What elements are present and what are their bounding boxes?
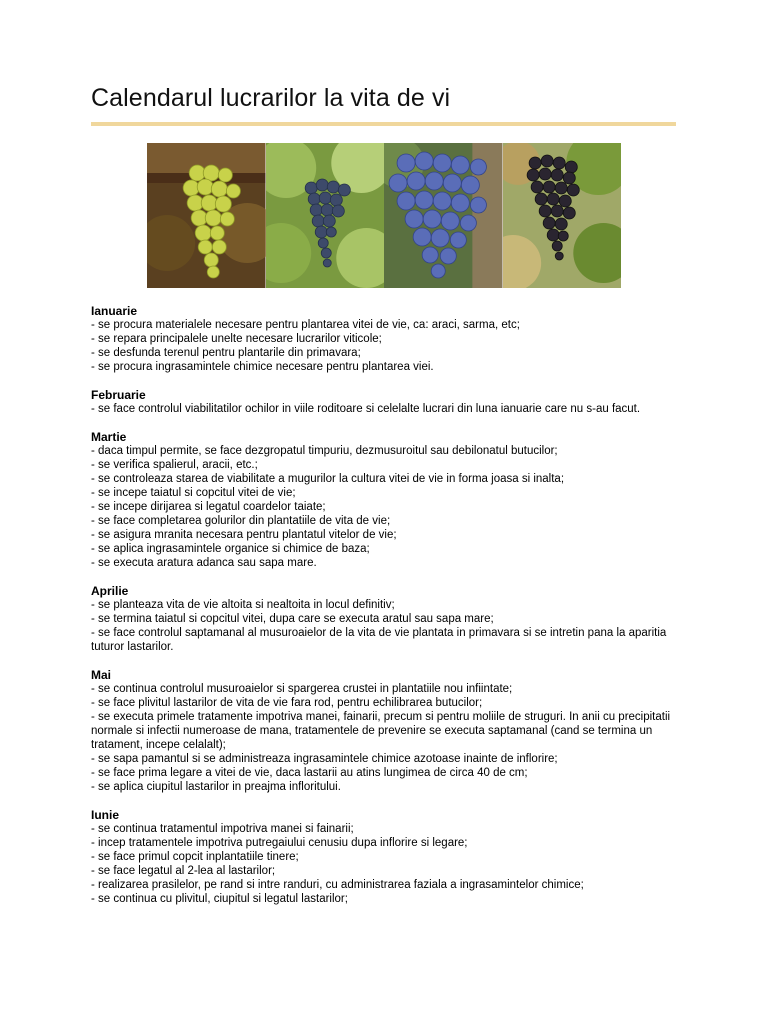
- month-heading: Iunie: [91, 808, 120, 822]
- task-item: - se aplica ciupitul lastarilor in preajma infloritului.: [91, 781, 341, 793]
- calendar-content: [91, 304, 681, 920]
- task-item: - se face primul copcit inplantatiile tinere;: [91, 851, 299, 863]
- task-item: - se procura materialele necesare pentru plantarea vitei de vie, ca: araci, sarma, etc;: [91, 319, 520, 331]
- month-heading: Ianuarie: [91, 304, 138, 318]
- task-item: - se controleaza starea de viabilitate a mugurilor la cultura vitei de vie in forma joasa si inalta;: [91, 473, 565, 485]
- task-item: - se verifica spalierul, aracii, etc.;: [91, 459, 258, 471]
- month-section: [91, 808, 681, 906]
- task-item: - se face completarea golurilor din plantatiile de vita de vie;: [91, 515, 391, 527]
- task-item: - se incepe dirijarea si legatul coardelor taiate;: [91, 501, 326, 513]
- task-item: - se procura ingrasamintele chimice necesare pentru plantarea viei.: [91, 361, 434, 373]
- task-item: - se executa primele tratamente impotriva manei, fainarii, precum si pentru moliile de struguri. In anii cu precipitatii normale si infectii numeroase de mana, tratamentele de prevenire se executa saptamanal (cand se termina un tratament, incepe celalalt);: [91, 711, 671, 751]
- task-item: - se aplica ingrasamintele organice si chimice de baza;: [91, 543, 370, 555]
- task-item: - se continua controlul musuroaielor si spargerea crustei in plantatiile nou infiintate;: [91, 683, 513, 695]
- month-heading: Martie: [91, 430, 127, 444]
- title-divider: [91, 122, 676, 126]
- task-item: - se incepe taiatul si copcitul vitei de vie;: [91, 487, 296, 499]
- task-item: - se termina taiatul si copcitul vitei, dupa care se executa aratul sau sapa mare;: [91, 613, 494, 625]
- task-item: - se sapa pamantul si se administreaza ingrasamintele chimice azotoase inainte de inflorire;: [91, 753, 558, 765]
- month-heading: Mai: [91, 668, 112, 682]
- task-item: - se face controlul viabilitatilor ochilor in viile roditoare si celelalte lucrari din luna ianuarie care nu s-au facut.: [91, 403, 641, 415]
- task-item: - se face legatul al 2-lea al lastarilor;: [91, 865, 276, 877]
- black-grapes-photo: [503, 143, 622, 288]
- month-heading: Februarie: [91, 388, 146, 402]
- month-section: [91, 304, 681, 374]
- task-item: - se asigura mranita necesara pentru plantatul vitelor de vie;: [91, 529, 397, 541]
- dark-grapes-photo: [266, 143, 385, 288]
- white-grapes-photo: [147, 143, 266, 288]
- task-item: - se repara principalele unelte necesare lucrarilor viticole;: [91, 333, 382, 345]
- task-item: - se planteaza vita de vie altoita si nealtoita in locul definitiv;: [91, 599, 395, 611]
- task-item: - se face prima legare a vitei de vie, daca lastarii au atins lungimea de circa 40 de cm;: [91, 767, 528, 779]
- task-item: - realizarea prasilelor, pe rand si intre randuri, cu administrarea faziala a ingrasamintelor chimice;: [91, 879, 584, 891]
- month-section: [91, 584, 681, 654]
- blue-grapes-photo: [384, 143, 503, 288]
- task-item: - se continua tratamentul impotriva manei si fainarii;: [91, 823, 354, 835]
- task-item: - se executa aratura adanca sau sapa mare.: [91, 557, 317, 569]
- month-section: [91, 388, 681, 416]
- grapes-banner: [147, 143, 621, 288]
- month-section: [91, 668, 681, 794]
- task-item: - se face controlul saptamanal al musuroaielor de la vita de vie plantata in primavara si se intretin pana la aparitia tuturor lastarilor.: [91, 627, 667, 653]
- task-item: - se desfunda terenul pentru plantarile din primavara;: [91, 347, 361, 359]
- task-item: - se continua cu plivitul, ciupitul si legatul lastarilor;: [91, 893, 348, 905]
- page-title: Calendarul lucrarilor la vita de vi: [91, 84, 451, 112]
- task-item: - daca timpul permite, se face dezgropatul timpuriu, dezmusuroitul sau debilonatul butucilor;: [91, 445, 558, 457]
- month-section: [91, 430, 681, 570]
- task-item: - incep tratamentele impotriva putregaiului cenusiu dupa inflorire si legare;: [91, 837, 468, 849]
- month-heading: Aprilie: [91, 584, 129, 598]
- task-item: - se face plivitul lastarilor de vita de vie fara rod, pentru echilibrarea butucilor;: [91, 697, 483, 709]
